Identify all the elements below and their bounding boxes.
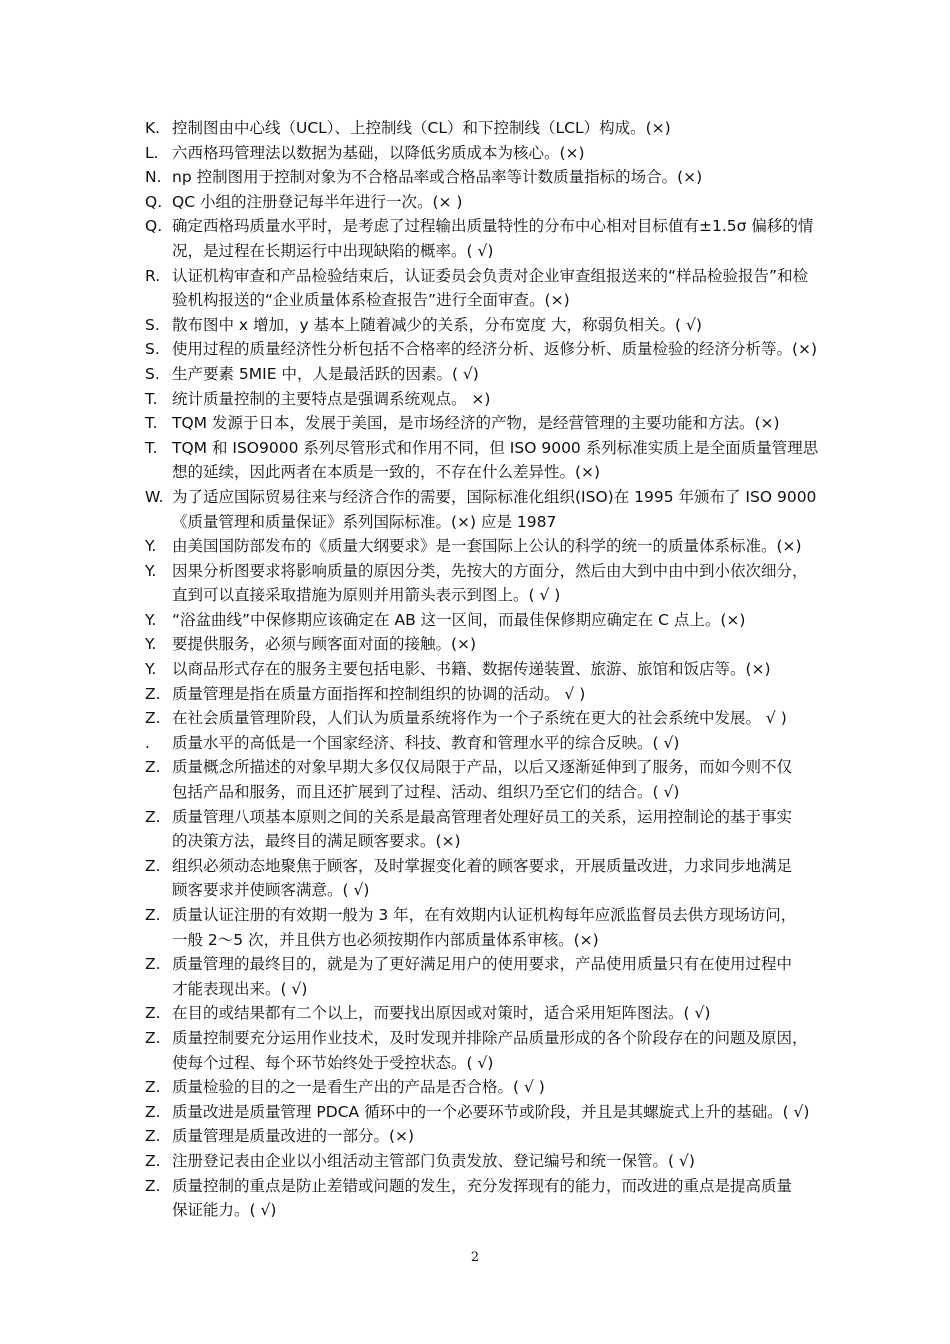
- item-text-line: 质量改进是质量管理 PDCA 循环中的一个必要环节或阶段，并且是其螺旋式上升的基础。( √): [172, 1102, 810, 1121]
- statement-item: [145, 559, 851, 608]
- item-marker: Z.: [145, 955, 161, 974]
- item-text-line: 因果分析图要求将影响质量的原因分类，先按大的方面分，然后由大到中由中到小依次细分，: [172, 561, 808, 580]
- statement-item: [145, 1075, 851, 1100]
- item-text-line: 六西格玛管理法以数据为基础，以降低劣质成本为核心。(×): [172, 143, 585, 162]
- item-marker: Z.: [145, 1102, 161, 1121]
- statement-item: [145, 387, 851, 412]
- item-marker: Y.: [145, 610, 157, 629]
- item-marker: Z.: [145, 1151, 161, 1170]
- item-text-line: np 控制图用于控制对象为不合格品率或合格品率等计数质量指标的场合。(×): [172, 168, 703, 187]
- item-text-line: 为了适应国际贸易往来与经济合作的需要，国际标准化组织(ISO)在 1995 年颁布了 ISO 9000: [172, 487, 817, 506]
- statement-item: [145, 411, 851, 436]
- item-marker: Y.: [145, 660, 157, 679]
- statement-item: [145, 1026, 851, 1075]
- item-marker: Z.: [145, 758, 161, 777]
- item-marker: Z.: [145, 1078, 161, 1097]
- item-text-line: 才能表现出来。( √): [172, 979, 308, 998]
- item-marker: Y.: [145, 561, 157, 580]
- item-marker: Z.: [145, 1028, 161, 1047]
- statement-item: [145, 1124, 851, 1149]
- item-text-line: 质量检验的目的之一是看生产出的产品是否合格。( √ ): [172, 1078, 545, 1097]
- item-text-line: 质量控制要充分运用作业技术，及时发现并排除产品质量形成的各个阶段存在的问题及原因，: [172, 1028, 808, 1047]
- item-text-line: 使每个过程、每个环节始终处于受控状态。( √): [172, 1053, 494, 1072]
- statement-item: [145, 141, 851, 166]
- statement-item: [145, 608, 851, 633]
- statement-item: [145, 485, 851, 534]
- item-text-line: 质量控制的重点是防止差错或问题的发生，充分发挥现有的能力，而改进的重点是提高质量: [172, 1176, 793, 1195]
- item-marker: N.: [145, 168, 162, 187]
- item-text-line: 况，是过程在长期运行中出现缺陷的概率。( √): [172, 241, 494, 260]
- item-text-line: 在社会质量管理阶段，人们认为质量系统将作为一个子系统在更大的社会系统中发展。 √ ): [172, 709, 787, 728]
- statement-item: [145, 632, 851, 657]
- item-text-line: 认证机构审查和产品检验结束后，认证委员会负责对企业审查组报送来的“样品检验报告”和检: [172, 266, 809, 285]
- item-marker: K.: [145, 119, 161, 137]
- item-text-line: 想的延续，因此两者在本质是一致的，不存在什么差异性。(×): [172, 463, 601, 482]
- statement-item: [145, 1001, 851, 1026]
- page-number: 2: [470, 1250, 480, 1265]
- item-text-line: 确定西格玛质量水平时，是考虑了过程输出质量特性的分布中心相对目标值有±1.5σ 偏移的情: [172, 217, 814, 236]
- item-text-line: 质量认证注册的有效期一般为 3 年，在有效期内认证机构每年应派监督员去供方现场访问，: [172, 906, 797, 924]
- item-marker: Z.: [145, 709, 161, 728]
- item-marker: T.: [145, 438, 158, 457]
- statement-item: [145, 214, 851, 263]
- item-text-line: 控制图由中心线（UCL）、上控制线（CL）和下控制线（LCL）构成。(×): [172, 119, 671, 137]
- item-text-line: 散布图中 x 增加，y 基本上随着减少的关系，分布宽度 大，称弱负相关。( √): [172, 315, 702, 334]
- item-marker: Z.: [145, 856, 161, 875]
- item-marker: .: [145, 733, 150, 752]
- item-marker: S.: [145, 340, 160, 359]
- item-text-line: 质量管理八项基本原则之间的关系是最高管理者处理好员工的关系，运用控制论的基于事实: [172, 807, 793, 826]
- item-text-line: “浴盆曲线”中保修期应该确定在 AB 这一区间，而最佳保修期应确定在 C 点上。(×): [172, 610, 746, 629]
- item-marker: L.: [145, 143, 159, 162]
- item-text-line: 统计质量控制的主要特点是强调系统观点。 ×): [172, 389, 491, 408]
- item-text-line: 要提供服务，必须与顾客面对面的接触。(×): [172, 635, 477, 654]
- item-text-line: 《质量管理和质量保证》系列国际标准。(×) 应是 1987: [172, 512, 557, 531]
- item-marker: Y.: [145, 635, 157, 654]
- item-text-line: 顾客要求并使顾客满意。( √): [172, 881, 370, 900]
- item-text-line: 直到可以直接采取措施为原则并用箭头表示到图上。( √ ): [172, 586, 561, 605]
- item-text-line: 质量管理的最终目的，就是为了更好满足用户的使用要求，产品使用质量只有在使用过程中: [172, 955, 793, 974]
- item-text-line: 在目的或结果都有二个以上，而要找出原因或对策时，适合采用矩阵图法。( √): [172, 1004, 711, 1023]
- item-text-line: 生产要素 5MIE 中，人是最活跃的因素。( √): [172, 364, 479, 383]
- item-marker: Z.: [145, 1127, 161, 1146]
- item-text-line: 验机构报送的“企业质量体系检查报告”进行全面审查。(×): [172, 291, 570, 310]
- item-text-line: 质量管理是指在质量方面指挥和控制组织的协调的活动。 √ ): [172, 684, 586, 703]
- statement-list: [145, 116, 851, 1223]
- item-marker: S.: [145, 315, 160, 334]
- item-marker: Z.: [145, 906, 161, 924]
- statement-item: [145, 952, 851, 1001]
- statement-item: [145, 362, 851, 387]
- statement-item: [145, 805, 851, 854]
- item-marker: W.: [145, 487, 164, 506]
- item-text-line: QC 小组的注册登记每半年进行一次。(× ): [172, 192, 463, 211]
- statement-item: [145, 264, 851, 313]
- statement-item: [145, 682, 851, 707]
- item-text-line: TQM 和 ISO9000 系列尽管形式和作用不同，但 ISO 9000 系列标准实质上是全面质量管理思: [172, 438, 819, 457]
- item-text-line: 一般 2～5 次，并且供方也必须按期作内部质量体系审核。(×): [172, 930, 599, 949]
- statement-item: [145, 755, 851, 804]
- item-text-line: 质量管理是质量改进的一部分。(×): [172, 1127, 415, 1146]
- item-marker: Z.: [145, 684, 161, 703]
- statement-item: [145, 534, 851, 559]
- statement-item: [145, 165, 851, 190]
- statement-item: [145, 190, 851, 215]
- statement-item: [145, 706, 851, 731]
- item-marker: Q.: [145, 192, 163, 211]
- statement-item: [145, 1100, 851, 1125]
- statement-item: [145, 903, 851, 952]
- statement-item: [145, 313, 851, 338]
- item-text-line: 质量概念所描述的对象早期大多仅仅局限于产品，以后又逐渐延伸到了服务，而如今则不仅: [172, 758, 793, 777]
- item-text-line: 保证能力。( √): [172, 1201, 277, 1220]
- item-text-line: 以商品形式存在的服务主要包括电影、书籍、数据传递装置、旅游、旅馆和饭店等。(×): [172, 660, 771, 679]
- statement-item: [145, 657, 851, 682]
- statement-item: [145, 436, 851, 485]
- statement-item: [145, 731, 851, 756]
- statement-item: [145, 337, 851, 362]
- item-marker: Z.: [145, 1176, 161, 1195]
- item-text-line: 包括产品和服务，而且还扩展到了过程、活动、组织乃至它们的结合。( √): [172, 783, 680, 802]
- item-marker: Y.: [145, 537, 157, 556]
- statement-item: [145, 854, 851, 903]
- item-text-line: 注册登记表由企业以小组活动主管部门负责发放、登记编号和统一保管。( √): [172, 1151, 695, 1170]
- item-text-line: 组织必须动态地聚焦于顾客，及时掌握变化着的顾客要求，开展质量改进，力求同步地满足: [172, 856, 793, 875]
- item-text-line: 使用过程的质量经济性分析包括不合格率的经济分析、返修分析、质量检验的经济分析等。(×): [172, 340, 818, 359]
- item-marker: R.: [145, 266, 161, 285]
- item-marker: Z.: [145, 1004, 161, 1023]
- item-marker: S.: [145, 364, 160, 383]
- item-text-line: 质量水平的高低是一个国家经济、科技、教育和管理水平的综合反映。( √): [172, 733, 680, 752]
- item-text-line: 的决策方法，最终目的满足顾客要求。(×): [172, 832, 461, 851]
- item-text-line: TQM 发源于日本，发展于美国，是市场经济的产物，是经营管理的主要功能和方法。(×): [172, 414, 780, 433]
- item-marker: Q.: [145, 217, 163, 236]
- item-marker: T.: [145, 414, 158, 433]
- item-marker: Z.: [145, 807, 161, 826]
- item-marker: T.: [145, 389, 158, 408]
- item-text-line: 由美国国防部发布的《质量大纲要求》是一套国际上公认的科学的统一的质量体系标准。(×): [172, 537, 802, 556]
- statement-item: [145, 116, 851, 141]
- statement-item: [145, 1174, 851, 1223]
- statement-item: [145, 1149, 851, 1174]
